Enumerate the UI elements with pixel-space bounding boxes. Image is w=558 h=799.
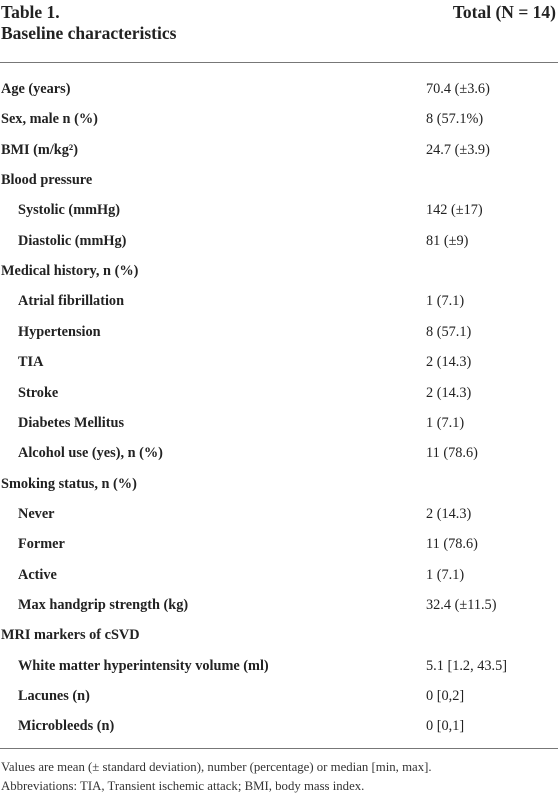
row-label: White matter hyperintensity volume (ml) xyxy=(18,657,269,674)
header-divider xyxy=(0,62,558,63)
row-label: Age (years) xyxy=(1,81,71,97)
column-header-total: Total (N = 14) xyxy=(452,2,556,22)
table-row xyxy=(0,195,558,226)
row-value: 70.4 (±3.6) xyxy=(426,81,490,97)
row-label: MRI markers of cSVD xyxy=(1,627,140,644)
table-title: Baseline characteristics xyxy=(1,23,177,43)
row-label: Blood pressure xyxy=(1,172,93,189)
table-row xyxy=(0,104,558,135)
row-label: Never xyxy=(18,505,55,522)
row-label: TIA xyxy=(18,354,44,371)
table-row xyxy=(0,256,558,287)
row-value: 1 (7.1) xyxy=(426,293,465,310)
row-value: 2 (14.3) xyxy=(426,505,472,522)
table-row xyxy=(0,529,558,560)
table-row xyxy=(0,226,558,257)
row-label: Diabetes Mellitus xyxy=(18,414,125,431)
row-value: 24.7 (±3.9) xyxy=(426,141,490,158)
row-label: Atrial fibrillation xyxy=(18,293,125,310)
footer-divider xyxy=(0,748,558,749)
row-label: Active xyxy=(18,566,57,583)
footnote-abbreviations: Abbreviations: TIA, Transient ischemic attack; BMI, body mass index. xyxy=(1,779,365,793)
row-label: Stroke xyxy=(18,384,59,401)
row-label: Max handgrip strength (kg) xyxy=(18,596,189,613)
row-label: BMI (m/kg²) xyxy=(1,141,78,158)
row-label: Diastolic (mmHg) xyxy=(18,232,127,249)
table-row xyxy=(0,681,558,712)
row-value: 0 [0,2] xyxy=(426,688,465,704)
table-row xyxy=(0,469,558,500)
row-label: Smoking status, n (%) xyxy=(1,475,137,492)
row-label: Microbleeds (n) xyxy=(18,718,115,735)
table-row xyxy=(0,317,558,348)
table-row xyxy=(0,651,558,682)
row-value: 1 (7.1) xyxy=(426,414,465,431)
footnote-values: Values are mean (± standard deviation), number (percentage) or median [min, max]. xyxy=(1,760,432,774)
row-value: 11 (78.6) xyxy=(426,536,478,553)
row-label: Hypertension xyxy=(18,323,101,340)
table-footnote xyxy=(1,758,557,796)
table-row xyxy=(0,165,558,196)
row-value: 0 [0,1] xyxy=(426,718,465,735)
table-row xyxy=(0,590,558,621)
table-row xyxy=(0,378,558,409)
table-row xyxy=(0,135,558,166)
table-row xyxy=(0,347,558,378)
table-row xyxy=(0,711,558,742)
row-value: 32.4 (±11.5) xyxy=(426,596,497,613)
row-label: Alcohol use (yes), n (%) xyxy=(18,445,163,462)
row-value: 1 (7.1) xyxy=(426,566,465,583)
row-value: 11 (78.6) xyxy=(426,445,478,462)
table-caption xyxy=(1,2,176,44)
row-value: 8 (57.1) xyxy=(426,323,472,340)
row-value: 2 (14.3) xyxy=(426,354,472,371)
table-row xyxy=(0,438,558,469)
row-value: 2 (14.3) xyxy=(426,384,472,401)
table-row xyxy=(0,499,558,530)
row-value: 5.1 [1.2, 43.5] xyxy=(426,657,508,674)
table-number: Table 1. xyxy=(1,2,60,22)
table-row xyxy=(0,286,558,317)
row-value: 81 (±9) xyxy=(426,232,469,249)
row-label: Systolic (mmHg) xyxy=(18,202,121,219)
row-value: 8 (57.1%) xyxy=(426,111,484,128)
row-label: Medical history, n (%) xyxy=(1,263,139,280)
row-value: 142 (±17) xyxy=(426,202,483,219)
row-label: Former xyxy=(18,536,65,553)
row-label: Lacunes (n) xyxy=(18,688,90,704)
table-row xyxy=(0,560,558,591)
row-label: Sex, male n (%) xyxy=(1,111,98,128)
table-row xyxy=(0,74,558,105)
table-row xyxy=(0,620,558,651)
table-row xyxy=(0,408,558,439)
